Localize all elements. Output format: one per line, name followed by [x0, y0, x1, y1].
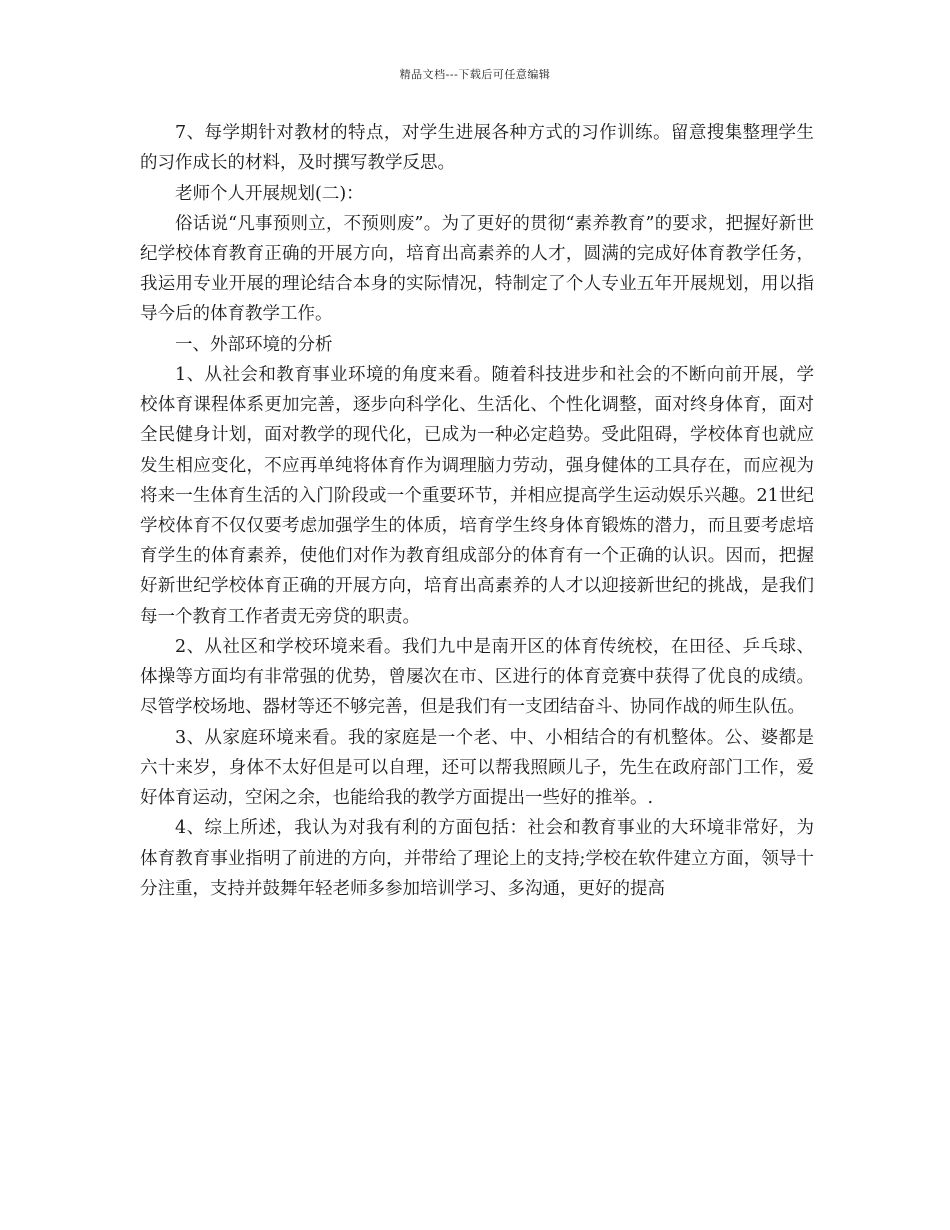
paragraph-school-environment: 2、从社区和学校环境来看。我们九中是南开区的体育传统校，在田径、乒乓球、体操等方面均有非常强的优势，曾屡次在市、区进行的体育竞赛中获得了优良的成绩。尽管学校场地、器材等还不够完善，但是我们有一支团结奋斗、协同作战的师生队伍。 — [140, 636, 814, 718]
page-header: 精品文档---下载后可任意编辑 — [399, 68, 551, 81]
paragraph-social-environment: 1、从社会和教育事业环境的角度来看。随着科技进步和社会的不断向前开展，学校体育课程体系更加完善，逐步向科学化、生活化、个性化调整，面对终身体育，面对全民健身计划，面对教学的现代化，已成为一种必定趋势。受此阻碍，学校体育也就应发生相应变化，不应再单纯将体育作为调理脑力劳动，强身健体的工具存在，而应视为将来一生体育生活的入门阶段或一个重要环节，并相应提高学生运动娱乐兴趣。21世纪学校体育不仅仅要考虑加强学生的体质，培育学生终身体育锻炼的潜力，而且要考虑培育学生的体育素养，使他们对作为教育组成部分的体育有一个正确的认识。因而，把握好新世纪学校体育正确的开展方向，培育出高素养的人才以迎接新世纪的挑战，是我们每一个教育工作者责无旁贷的职责。 — [140, 365, 814, 627]
paragraph-summary: 4、综上所述，我认为对我有利的方面包括：社会和教育事业的大环境非常好，为体育教育事业指明了前进的方向，并带给了理论上的支持;学校在软件建立方面，领导十分注重，支持并鼓舞年轻老师多参加培训学习、多沟通，更好的提高 — [140, 818, 814, 899]
section-title-plan-two: 老师个人开展规划(二)： — [175, 183, 364, 204]
paragraph-family-environment: 3、从家庭环境来看。我的家庭是一个老、中、小相结合的有机整体。公、婆都是六十来岁，身体不太好但是可以自理，还可以帮我照顾儿子，先生在政府部门工作，爱好体育运动，空闲之余，也能给我的教学方面提出一些好的推举。. — [140, 727, 814, 809]
document-body — [140, 118, 814, 904]
section-heading-external-environment: 一、外部环境的分析 — [175, 334, 333, 355]
paragraph-item-7: 7、每学期针对教材的特点，对学生进展各种方式的习作训练。留意搜集整理学生的习作成长的材料，及时撰写教学反思。 — [140, 123, 814, 174]
paragraph-intro: 俗话说“凡事预则立，不预则废”。为了更好的贯彻“素养教育”的要求，把握好新世纪学校体育教育正确的开展方向，培育出高素养的人才，圆满的完成好体育教学任务，我运用专业开展的理论结合本身的实际情况，特制定了个人专业五年开展规划，用以指导今后的体育教学工作。 — [140, 213, 814, 325]
